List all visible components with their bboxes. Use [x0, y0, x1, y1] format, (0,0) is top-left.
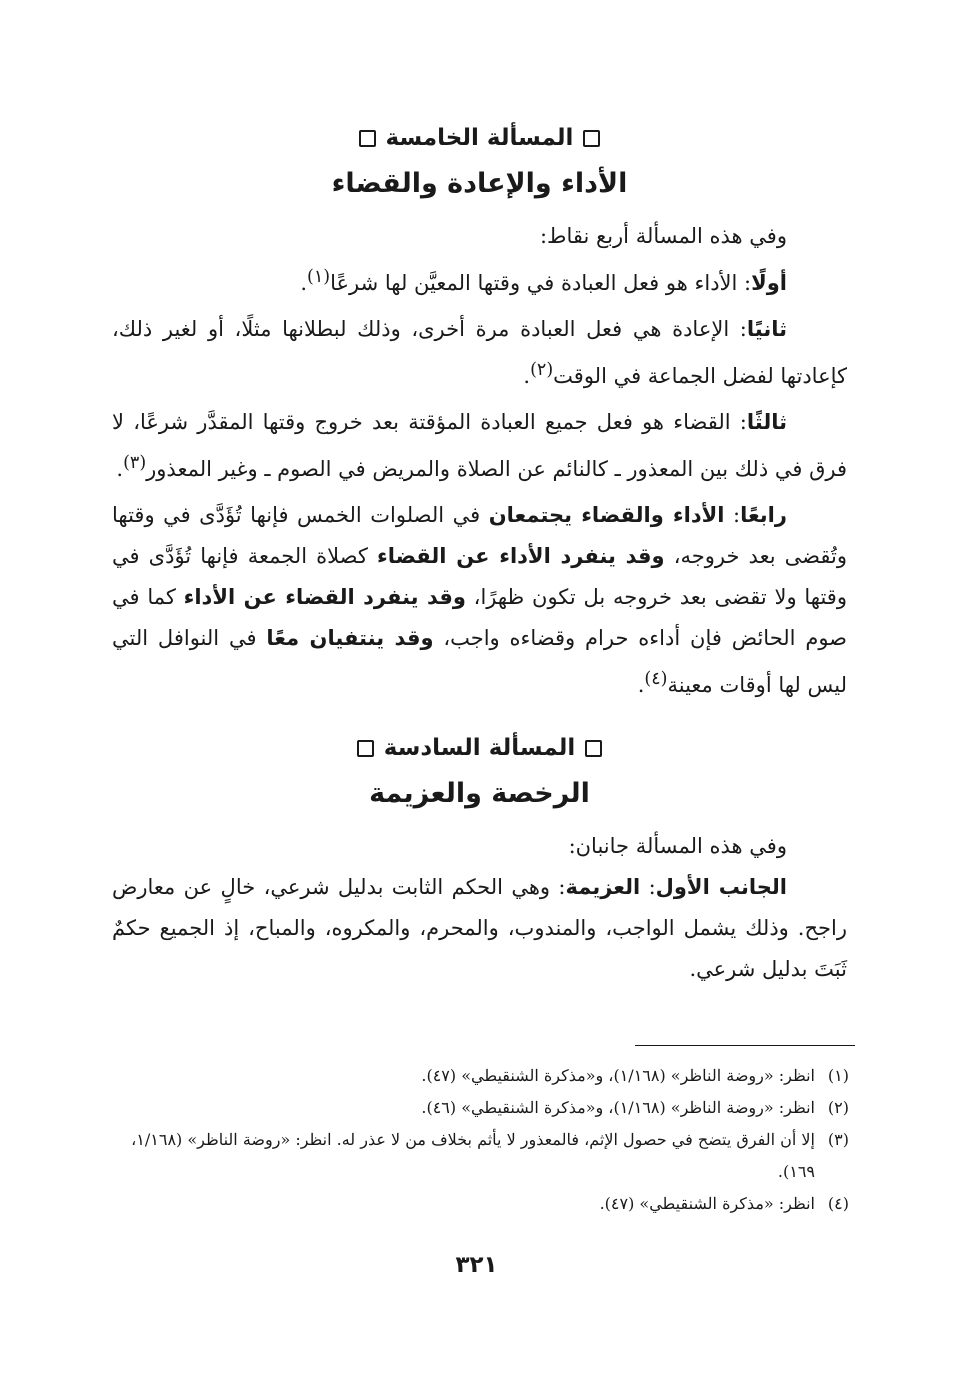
square-ornament-icon [359, 130, 376, 147]
point-text: في النوافل التي ليس لها أوقات معينة [112, 626, 847, 697]
footnote-text: انظر: «روضة الناظر» (١/١٦٨)، و«مذكرة الشنقيطي» (٤٦). [421, 1098, 815, 1117]
aspect-text: : وهي الحكم الثابت بدليل شرعي، خالٍ عن معارض راجح. وذلك يشمل الواجب، والمندوب، والمحرم، والمكروه، والمباح، إذ الجميع حكمٌ ثَبَتَ بدليل شرعي. [112, 875, 847, 981]
section-label-text: المسألة الخامسة [385, 125, 574, 151]
page-number: ٣٢١ [455, 1252, 498, 1278]
point-4-paragraph: رابعًا: الأداء والقضاء يجتمعان في الصلوات الخمس فإنها تُؤَدَّى في وقتها وتُقضى بعد خروجه، وقد ينفرد الأداء عن القضاء كصلاة الجمعة فإنها تُؤَدَّى في وقتها ولا تقضى بعد خروجه بل تكون ظهرًا، وقد ينفرد القضاء عن الأداء كما في صوم الحائض فإن أداءه حرام وقضاءه واجب، وقد ينتفيان معًا في النوافل التي ليس لها أوقات معينة$^{(٤)}$. [112, 503, 847, 697]
footnote-ref[interactable]: (٢) [530, 360, 554, 380]
intro-paragraph: وفي هذه المسألة أربع نقاط: [539, 224, 787, 248]
footnote-ref[interactable]: (١) [307, 267, 331, 287]
footnote-number: (٤) [827, 1194, 849, 1213]
section-label-5 [112, 118, 847, 158]
bold-phrase: وقد ينفرد القضاء عن الأداء [183, 585, 466, 609]
point-text: : الإعادة هي فعل العبادة مرة أخرى، وذلك لبطلانها مثلًا، أو لغير ذلك، كإعادتها لفضل الجماعة في الوقت [112, 317, 847, 388]
section-heading-5: الأداء والإعادة والقضاء [331, 168, 628, 199]
period: . [637, 673, 645, 697]
square-ornament-icon [585, 740, 602, 757]
main-text [112, 118, 847, 990]
intro-paragraph: وفي هذه المسألة جانبان: [568, 834, 787, 858]
point-lead: أولًا [751, 271, 787, 295]
point-text: كما في صوم الحائض فإن أداءه حرام وقضاءه واجب، [112, 585, 847, 650]
aspect-lead: الجانب الأول [655, 875, 787, 899]
point-lead: ثانيًا [746, 317, 787, 341]
footnote-item [112, 1092, 849, 1124]
footnote-ref[interactable]: (٣) [123, 453, 147, 473]
footnote-number: (٣) [827, 1130, 849, 1149]
footnote-item [112, 1188, 849, 1220]
footnote-text: انظر: «مذكرة الشنقيطي» (٤٧). [599, 1194, 815, 1213]
bold-phrase: الأداء والقضاء يجتمعان [488, 503, 725, 527]
footnote-number: (١) [827, 1066, 849, 1085]
aspect-term: العزيمة [565, 875, 641, 899]
footnote-text: إلا أن الفرق يتضح في حصول الإثم، فالمعذور لا يأثم بخلاف من لا عذر له. انظر: «روضة الناظر» (١/١٦٨، ١٦٩). [131, 1130, 815, 1181]
point-3-paragraph [112, 402, 847, 490]
footnote-item [112, 1124, 849, 1188]
point-text: : القضاء هو فعل جميع العبادة المؤقتة بعد خروج وقتها المقدَّر شرعًا، لا فرق في ذلك بين المعذور ـ كالنائم عن الصلاة والمريض في الصوم ـ وغير المعذور [112, 410, 847, 481]
point-text: : الأداء هو فعل العبادة في وقتها المعيَّن لها شرعًا [330, 271, 752, 295]
footnote-ref[interactable]: (٤) [644, 669, 668, 689]
footnote-item [112, 1060, 849, 1092]
square-ornament-icon [583, 130, 600, 147]
bold-phrase: وقد ينتفيان معًا [266, 626, 434, 650]
period: . [116, 457, 124, 481]
section-label-6 [112, 728, 847, 768]
footnote-number: (٢) [827, 1098, 849, 1117]
point-lead: رابعًا [740, 503, 787, 527]
footnotes [112, 1060, 849, 1220]
section-label-text: المسألة السادسة [383, 735, 576, 761]
period: . [523, 364, 531, 388]
point-lead: ثالثًا [746, 410, 787, 434]
point-1-paragraph [112, 257, 847, 304]
aspect-1-paragraph: الجانب الأول: العزيمة: وهي الحكم الثابت بدليل شرعي، خالٍ عن معارض راجح. وذلك يشمل الواجب، والمندوب، والمحرم، والمكروه، والمباح، إذ الجميع حكمٌ ثَبَتَ بدليل شرعي. [112, 875, 847, 981]
bold-phrase: وقد ينفرد الأداء عن القضاء [376, 544, 665, 568]
footnote-text: انظر: «روضة الناظر» (١/١٦٨)، و«مذكرة الشنقيطي» (٤٧). [421, 1066, 815, 1085]
section-heading-6: الرخصة والعزيمة [369, 778, 590, 809]
point-text: كصلاة الجمعة فإنها تُؤَدَّى في وقتها ولا تقضى بعد خروجه بل تكون ظهرًا، [112, 544, 847, 609]
period: . [300, 271, 308, 295]
footnote-separator [635, 1045, 855, 1046]
square-ornament-icon [357, 740, 374, 757]
point-2-paragraph [112, 309, 847, 397]
point-text: في الصلوات الخمس فإنها تُؤَدَّى في وقتها وتُقضى بعد خروجه، [112, 503, 847, 568]
